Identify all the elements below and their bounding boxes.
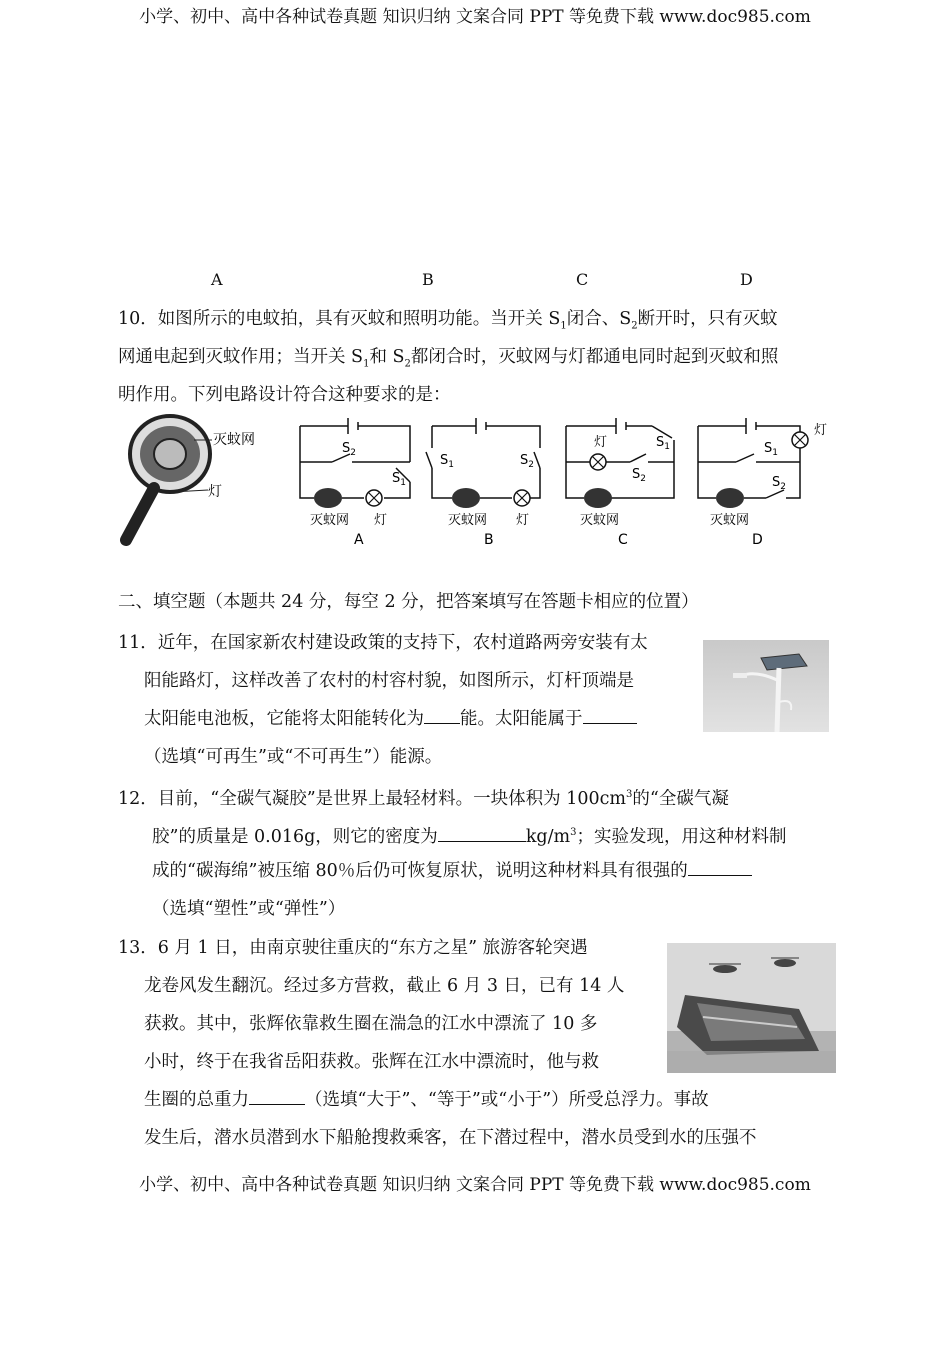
circuit-d <box>690 412 840 552</box>
svg-text:S2: $S_2$ <box>772 475 786 492</box>
svg-text:灯: 灯 <box>814 423 828 438</box>
circuit-d-label: D <box>752 532 763 548</box>
lamp-label: 灯 <box>374 513 388 528</box>
q11-line-4: （选填“可再生”或“不可再生”）能源。 <box>144 747 443 767</box>
q12-blank-1[interactable] <box>438 825 526 842</box>
svg-text:灯: 灯 <box>594 435 608 450</box>
q13-line-4: 小时，终于在我省岳阳获救。张辉在江水中漂流时，他与救 <box>144 1052 599 1072</box>
q11-blank-1[interactable] <box>424 707 460 724</box>
q10-line-2: 网通电起到灭蚊作用；当开关 $S_1$和 $S_2$都闭合时，灭蚊网与灯都通电同时起到灭蚊和照 <box>118 347 779 370</box>
q9-option-d: D <box>740 270 753 289</box>
circuit-b-label: B <box>484 532 494 548</box>
svg-text:S2: $S_2$ <box>632 467 646 484</box>
q13-line-5: 生圈的总重力 （选填“大于”、“等于”或“小于”）所受总浮力。事故 <box>144 1090 709 1110</box>
solar-street-lamp-image <box>703 640 829 732</box>
q10-line-1: 10．如图所示的电蚊拍，具有灭蚊和照明功能。当开关 $S_1$闭合、$S_2$断开时，只有灭蚊 <box>118 309 778 332</box>
circuit-b <box>424 412 554 552</box>
net-label: 灭蚊网 <box>310 513 350 528</box>
helicopter-icon <box>774 959 796 967</box>
capsized-ship-image <box>667 943 836 1073</box>
svg-text:灭蚊网: 灭蚊网 <box>710 513 750 528</box>
svg-text:S1: $S_1$ <box>764 441 778 458</box>
q12-line-1: 12．目前，“全碳气凝胶”是世界上最轻材料。一块体积为 $100cm^3$的“全碳气凝 <box>118 788 729 809</box>
svg-text:S2: $S_2$ <box>520 453 534 470</box>
q11-line-3: 太阳能电池板，它能将太阳能转化为 能。太阳能属于 <box>144 700 864 738</box>
q12-line-3: 成的“碳海绵”被压缩 80％后仍可恢复原状，说明这种材料具有很强的 <box>152 852 872 890</box>
q12-line-2: 胶”的质量是 0.016g，则它的密度为 $kg/m^3$；实验发现，用这种材料制 <box>152 826 787 847</box>
page-header: 小学、初中、高中各种试卷真题 知识归纳 文案合同 PPT 等免费下载 www.doc985.com <box>139 7 811 27</box>
svg-text:灭蚊网: 灭蚊网 <box>580 513 620 528</box>
q9-option-c: C <box>576 270 589 289</box>
q11-line-1: 11．近年，在国家新农村建设政策的支持下，农村道路两旁安装有太 <box>118 633 648 653</box>
q11-line-2: 阳能路灯，这样改善了农村的村容村貌，如图所示，灯杆顶端是 <box>144 671 634 691</box>
q13-line-1: 13．6 月 1 日，由南京驶往重庆的“东方之星” 旅游客轮突遇 <box>118 938 588 958</box>
label-s2: $S_2$ <box>342 441 356 458</box>
swatter-figure <box>112 412 287 554</box>
swatter-net-label: 灭蚊网 <box>213 432 255 448</box>
section-2-heading: 二、填空题（本题共 24 分，每空 2 分，把答案填写在答题卡相应的位置） <box>118 592 699 612</box>
svg-text:S1: $S_1$ <box>440 453 454 470</box>
q13-line-3: 获救。其中，张辉依靠救生圈在湍急的江水中漂流了 10 多 <box>144 1014 598 1034</box>
q10-line-3: 明作用。下列电路设计符合这种要求的是： <box>118 385 451 405</box>
q13-blank-1[interactable] <box>249 1088 305 1105</box>
svg-text:S1: $S_1$ <box>656 435 670 452</box>
net-symbol <box>314 488 342 508</box>
svg-text:灭蚊网: 灭蚊网 <box>448 513 488 528</box>
q9-option-b: B <box>422 270 434 289</box>
swatter-lamp-label: 灯 <box>208 484 222 500</box>
circuit-a-label: A <box>354 532 364 548</box>
q9-option-a: A <box>211 270 223 289</box>
circuit-a <box>292 412 422 552</box>
helicopter-icon <box>713 965 737 973</box>
page-footer: 小学、初中、高中各种试卷真题 知识归纳 文案合同 PPT 等免费下载 www.doc985.com <box>139 1175 811 1195</box>
label-s1: $S_1$ <box>392 471 406 488</box>
q13-line-6: 发生后，潜水员潜到水下船舱搜救乘客，在下潜过程中，潜水员受到水的压强不 <box>144 1128 757 1148</box>
q12-blank-2[interactable] <box>688 859 752 876</box>
circuit-c-label: C <box>618 532 628 548</box>
q11-blank-2[interactable] <box>583 707 637 724</box>
circuit-c <box>558 412 688 552</box>
q13-line-2: 龙卷风发生翻沉。经过多方营救，截止 6 月 3 日，已有 14 人 <box>144 976 625 996</box>
q12-line-4: （选填“塑性”或“弹性”） <box>152 899 346 919</box>
svg-text:灯: 灯 <box>516 513 530 528</box>
